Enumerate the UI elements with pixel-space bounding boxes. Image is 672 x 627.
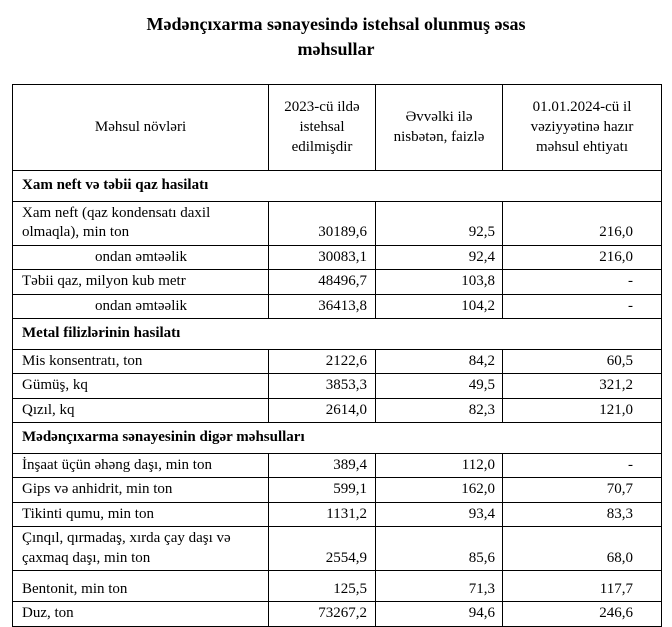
stock-cell: 216,0 <box>503 245 662 270</box>
percent-cell: 84,2 <box>376 349 503 374</box>
col-header-produced-2023 <box>269 85 376 171</box>
section-row-oil-gas <box>13 171 662 202</box>
produced-cell: 125,5 <box>269 571 376 602</box>
stock-cell: 121,0 <box>503 398 662 423</box>
stock-cell: 68,0 <box>503 527 662 571</box>
percent-cell: 112,0 <box>376 453 503 478</box>
table-row <box>13 602 662 627</box>
table-row <box>13 527 662 571</box>
col-header-product-label: Məhsul növləri <box>94 118 187 135</box>
percent-cell: 49,5 <box>376 374 503 399</box>
product-cell: ondan əmtəəlik <box>13 245 269 270</box>
percent-cell: 94,6 <box>376 602 503 627</box>
produced-cell: 2554,9 <box>269 527 376 571</box>
stock-cell: 60,5 <box>503 349 662 374</box>
section-title: Xam neft və təbii qaz hasilatı <box>13 171 662 202</box>
col-header-percent-prev-year <box>376 85 503 171</box>
products-table <box>12 84 662 627</box>
product-cell: İnşaat üçün əhəng daşı, min ton <box>13 453 269 478</box>
section-title: Mədənçıxarma sənayesinin digər məhsulları <box>13 423 662 454</box>
col-header-produced-2023-label: 2023-cü ildə istehsal edilmişdir <box>284 99 360 155</box>
product-cell: Çınqıl, qırmadaş, xırda çay daşı və çaxmaq daşı, min ton <box>13 527 269 571</box>
stock-cell: 216,0 <box>503 201 662 245</box>
percent-cell: 103,8 <box>376 270 503 295</box>
col-header-percent-prev-year-label: Əvvəlki ilə nisbətən, faizlə <box>393 109 485 145</box>
stock-cell: - <box>503 270 662 295</box>
table-row <box>13 245 662 270</box>
produced-cell: 30083,1 <box>269 245 376 270</box>
stock-cell: 83,3 <box>503 502 662 527</box>
table-row <box>13 270 662 295</box>
percent-cell: 82,3 <box>376 398 503 423</box>
produced-cell: 48496,7 <box>269 270 376 295</box>
table-row <box>13 294 662 319</box>
product-cell: Mis konsentratı, ton <box>13 349 269 374</box>
produced-cell: 2614,0 <box>269 398 376 423</box>
produced-cell: 389,4 <box>269 453 376 478</box>
section-row-other-products <box>13 423 662 454</box>
percent-cell: 104,2 <box>376 294 503 319</box>
produced-cell: 1131,2 <box>269 502 376 527</box>
percent-cell: 85,6 <box>376 527 503 571</box>
table-row <box>13 453 662 478</box>
produced-cell: 30189,6 <box>269 201 376 245</box>
col-header-product <box>13 85 269 171</box>
stock-cell: 70,7 <box>503 478 662 503</box>
product-cell: Gümüş, kq <box>13 374 269 399</box>
stock-cell: 246,6 <box>503 602 662 627</box>
table-row <box>13 398 662 423</box>
table-row <box>13 571 662 602</box>
produced-cell: 2122,6 <box>269 349 376 374</box>
stock-cell: 117,7 <box>503 571 662 602</box>
produced-cell: 73267,2 <box>269 602 376 627</box>
table-row <box>13 502 662 527</box>
col-header-stock-label: 01.01.2024-cü il vəziyyətinə hazır məhsul ehtiyatı <box>530 99 634 155</box>
stock-cell: - <box>503 294 662 319</box>
produced-cell: 36413,8 <box>269 294 376 319</box>
produced-cell: 599,1 <box>269 478 376 503</box>
product-cell: Bentonit, min ton <box>13 571 269 602</box>
percent-cell: 92,4 <box>376 245 503 270</box>
percent-cell: 93,4 <box>376 502 503 527</box>
product-cell: Gips və anhidrit, min ton <box>13 478 269 503</box>
section-row-metal-ores <box>13 319 662 350</box>
product-cell: Xam neft (qaz kondensatı daxil olmaqla), min ton <box>13 201 269 245</box>
table-row <box>13 478 662 503</box>
page-title: Mədənçıxarma sənayesində istehsal olunmuş əsas məhsullar <box>146 14 526 60</box>
percent-cell: 92,5 <box>376 201 503 245</box>
section-title: Metal filizlərinin hasilatı <box>13 319 662 350</box>
table-row <box>13 201 662 245</box>
percent-cell: 162,0 <box>376 478 503 503</box>
table-row <box>13 374 662 399</box>
product-cell: Təbii qaz, milyon kub metr <box>13 270 269 295</box>
percent-cell: 71,3 <box>376 571 503 602</box>
col-header-stock <box>503 85 662 171</box>
product-cell: ondan əmtəəlik <box>13 294 269 319</box>
produced-cell: 3853,3 <box>269 374 376 399</box>
stock-cell: 321,2 <box>503 374 662 399</box>
stock-cell: - <box>503 453 662 478</box>
header-row <box>13 85 662 171</box>
product-cell: Tikinti qumu, min ton <box>13 502 269 527</box>
product-cell: Duz, ton <box>13 602 269 627</box>
table-row <box>13 349 662 374</box>
product-cell: Qızıl, kq <box>13 398 269 423</box>
